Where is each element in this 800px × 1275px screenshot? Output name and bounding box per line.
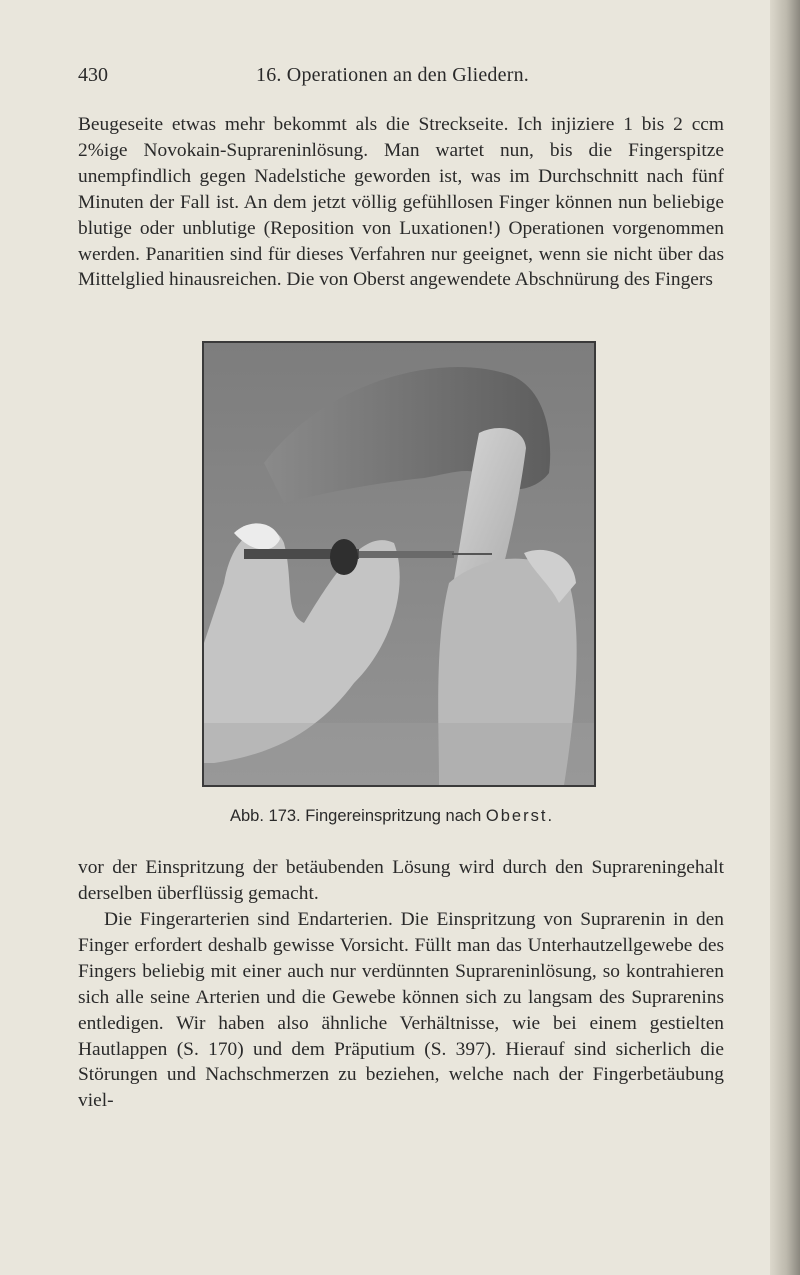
figure-photo bbox=[202, 341, 596, 787]
paragraph-1: Beugeseite etwas mehr bekommt als die Streckseite. Ich injiziere 1 bis 2 ccm 2%ige Novokain-Suprareninlösung. Man wartet nun, bis die Fingerspitze unempfindlich gegen Nadelstiche geworden ist, was im Durchschnitt nach fünf Minuten der Fall ist. An dem jetzt völlig gefühllosen Finger können nun beliebige blutige oder unblutige (Reposition von Luxationen!) Operationen vorgenommen werden. Panaritien sind für dieses Verfahren nur geeignet, wenn sie nicht über das Mittelglied hinausreichen. Die von Oberst angewendete Abschnürung des Fingers bbox=[78, 114, 724, 291]
page-number: 430 bbox=[78, 64, 108, 86]
finger-injection-photo bbox=[204, 343, 594, 785]
running-head: 16. Operationen an den Gliedern. bbox=[256, 64, 529, 86]
paragraph-2: vor der Einspritzung der betäubenden Lösung wird durch den Suprareningehalt derselben überflüssig gemacht. bbox=[78, 857, 724, 904]
caption-label: Abb. 173. Fingereinspritzung nach bbox=[230, 807, 482, 825]
page-edge-shadow bbox=[770, 0, 800, 1275]
page-header bbox=[78, 64, 718, 94]
caption-author: Oberst. bbox=[485, 807, 555, 825]
syringe-needle bbox=[452, 553, 492, 555]
figure-caption bbox=[230, 807, 554, 826]
paragraph-3: Die Fingerarterien sind Endarterien. Die Einspritzung von Suprarenin in den Finger erfordert deshalb gewisse Vorsicht. Füllt man das Unterhautzellgewebe des Fingers beliebig mit einer auch nur verdünnten Suprareninlösung, so kontrahieren sich alle seine Arterien und die Gewebe können sich zu langsam des Suprarenins entledigen. Wir haben also ähnliche Verhältnisse, wie bei einem gestielten Hautlappen (S. 170) und dem Präputium (S. 397). Hierauf sind sicherlich die Störungen und Nachschmerzen zu beziehen, welche nach der Fingerbetäubung viel- bbox=[78, 909, 724, 1112]
